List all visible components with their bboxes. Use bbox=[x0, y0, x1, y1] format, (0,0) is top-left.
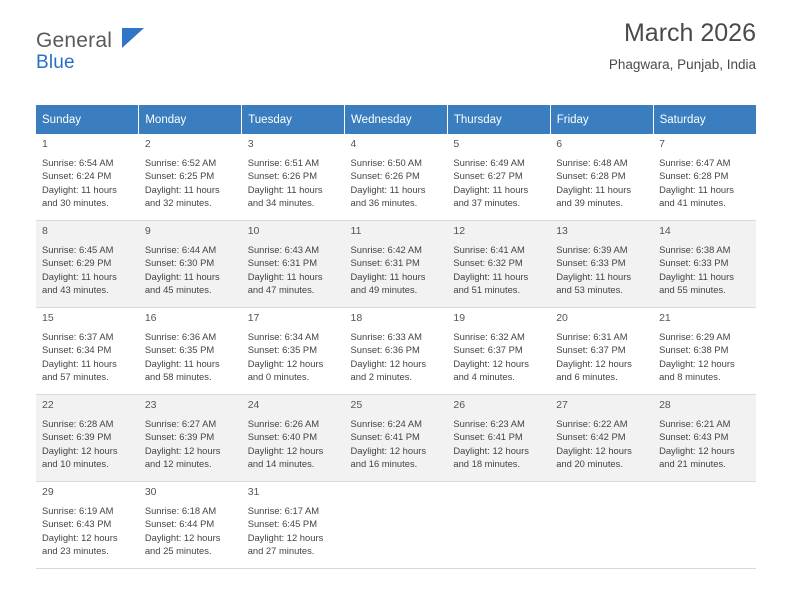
day-sun-info bbox=[42, 417, 133, 470]
daylight-text-line2: and 14 minutes. bbox=[247, 457, 315, 469]
sunset-text: Sunset: 6:43 PM bbox=[42, 518, 112, 530]
daylight-text-line2: and 8 minutes. bbox=[659, 370, 721, 382]
calendar-body bbox=[36, 134, 756, 569]
day-sun-info bbox=[145, 417, 236, 470]
day-number: 15 bbox=[42, 312, 54, 324]
calendar-day-cell[interactable] bbox=[653, 308, 756, 395]
sunset-text: Sunset: 6:35 PM bbox=[144, 344, 215, 356]
sunrise-text: Sunrise: 6:39 AM bbox=[556, 243, 628, 255]
sunrise-text: Sunrise: 6:50 AM bbox=[350, 156, 422, 168]
sunset-text: Sunset: 6:34 PM bbox=[42, 344, 112, 356]
sunrise-text: Sunrise: 6:48 AM bbox=[556, 156, 628, 168]
weekday-header-sunday: Sunday bbox=[36, 105, 139, 134]
calendar-day-cell[interactable] bbox=[242, 134, 345, 221]
daylight-text-line1: Daylight: 11 hours bbox=[42, 270, 117, 282]
daylight-text-line2: and 27 minutes. bbox=[247, 544, 315, 556]
day-sun-info bbox=[556, 243, 647, 296]
daylight-text-line2: and 25 minutes. bbox=[144, 544, 212, 556]
day-number: 23 bbox=[144, 399, 157, 411]
sunset-text: Sunset: 6:26 PM bbox=[350, 170, 420, 182]
day-sun-info bbox=[42, 156, 133, 209]
sunrise-text: Sunrise: 6:41 AM bbox=[453, 243, 525, 255]
calendar-week-row bbox=[36, 308, 756, 395]
sunset-text: Sunset: 6:36 PM bbox=[350, 344, 420, 356]
calendar-day-cell[interactable] bbox=[242, 395, 345, 482]
daylight-text-line1: Daylight: 12 hours bbox=[350, 444, 427, 456]
weekday-header-wednesday: Wednesday bbox=[345, 105, 448, 134]
day-sun-info bbox=[145, 504, 236, 557]
calendar-week-row bbox=[36, 482, 756, 569]
day-number: 27 bbox=[556, 399, 568, 411]
day-sun-info bbox=[42, 504, 133, 557]
day-number: 3 bbox=[247, 138, 254, 150]
daylight-text-line2: and 20 minutes. bbox=[556, 457, 623, 469]
day-sun-info bbox=[248, 417, 339, 470]
sunset-text: Sunset: 6:35 PM bbox=[247, 344, 317, 356]
daylight-text-line1: Daylight: 11 hours bbox=[144, 357, 220, 369]
day-number: 25 bbox=[350, 399, 363, 411]
daylight-text-line1: Daylight: 11 hours bbox=[659, 270, 734, 282]
sunrise-text: Sunrise: 6:42 AM bbox=[350, 243, 422, 255]
sunrise-text: Sunrise: 6:51 AM bbox=[247, 156, 320, 168]
sunrise-text: Sunrise: 6:52 AM bbox=[144, 156, 217, 168]
daylight-text-line2: and 0 minutes. bbox=[247, 370, 310, 382]
calendar-week-row bbox=[36, 395, 756, 482]
sunset-text: Sunset: 6:33 PM bbox=[556, 257, 626, 269]
daylight-text-line2: and 39 minutes. bbox=[556, 196, 623, 208]
calendar-day-cell[interactable] bbox=[345, 395, 448, 482]
calendar-day-cell[interactable] bbox=[139, 308, 242, 395]
sunset-text: Sunset: 6:37 PM bbox=[453, 344, 523, 356]
calendar-day-cell[interactable] bbox=[345, 134, 448, 221]
daylight-text-line1: Daylight: 12 hours bbox=[453, 357, 529, 369]
day-number: 6 bbox=[556, 138, 563, 150]
daylight-text-line2: and 12 minutes. bbox=[144, 457, 212, 469]
day-number: 10 bbox=[247, 225, 260, 237]
sunset-text: Sunset: 6:41 PM bbox=[453, 431, 523, 443]
sunrise-text: Sunrise: 6:45 AM bbox=[42, 243, 114, 255]
day-sun-info bbox=[453, 156, 544, 209]
sunset-text: Sunset: 6:26 PM bbox=[247, 170, 317, 182]
daylight-text-line2: and 30 minutes. bbox=[42, 196, 109, 208]
day-sun-info bbox=[248, 243, 339, 296]
daylight-text-line2: and 55 minutes. bbox=[659, 283, 726, 295]
sunset-text: Sunset: 6:29 PM bbox=[42, 257, 112, 269]
day-number: 30 bbox=[144, 486, 157, 498]
daylight-text-line1: Daylight: 12 hours bbox=[556, 444, 632, 456]
calendar-day-cell[interactable] bbox=[139, 221, 242, 308]
day-sun-info bbox=[659, 417, 750, 470]
sunrise-text: Sunrise: 6:26 AM bbox=[247, 417, 320, 429]
day-number: 24 bbox=[247, 399, 260, 411]
logo-text-blue: Blue bbox=[36, 52, 75, 73]
daylight-text-line2: and 18 minutes. bbox=[453, 457, 521, 469]
daylight-text-line1: Daylight: 11 hours bbox=[453, 183, 529, 195]
day-number: 28 bbox=[659, 399, 671, 411]
sunrise-text: Sunrise: 6:44 AM bbox=[144, 243, 217, 255]
calendar-cell-empty bbox=[653, 482, 756, 569]
sunrise-text: Sunrise: 6:36 AM bbox=[144, 330, 217, 342]
daylight-text-line1: Daylight: 12 hours bbox=[42, 531, 118, 543]
title-block bbox=[609, 20, 756, 72]
daylight-text-line1: Daylight: 12 hours bbox=[247, 444, 324, 456]
sunrise-text: Sunrise: 6:22 AM bbox=[556, 417, 628, 429]
day-number: 17 bbox=[247, 312, 260, 324]
daylight-text-line1: Daylight: 11 hours bbox=[247, 183, 323, 195]
calendar-day-cell[interactable] bbox=[550, 395, 653, 482]
calendar-table bbox=[36, 105, 756, 569]
sunset-text: Sunset: 6:41 PM bbox=[350, 431, 420, 443]
daylight-text-line2: and 37 minutes. bbox=[453, 196, 521, 208]
daylight-text-line2: and 47 minutes. bbox=[247, 283, 315, 295]
sunrise-text: Sunrise: 6:18 AM bbox=[144, 504, 217, 516]
sunset-text: Sunset: 6:37 PM bbox=[556, 344, 626, 356]
sunset-text: Sunset: 6:27 PM bbox=[453, 170, 523, 182]
daylight-text-line2: and 23 minutes. bbox=[42, 544, 109, 556]
sunrise-text: Sunrise: 6:32 AM bbox=[453, 330, 525, 342]
day-sun-info bbox=[659, 243, 750, 296]
weekday-header-monday: Monday bbox=[139, 105, 242, 134]
daylight-text-line1: Daylight: 11 hours bbox=[144, 183, 220, 195]
day-number: 7 bbox=[659, 138, 665, 150]
day-sun-info bbox=[351, 330, 442, 383]
daylight-text-line1: Daylight: 11 hours bbox=[42, 183, 117, 195]
sunset-text: Sunset: 6:42 PM bbox=[556, 431, 626, 443]
daylight-text-line2: and 57 minutes. bbox=[42, 370, 109, 382]
sunrise-text: Sunrise: 6:28 AM bbox=[42, 417, 114, 429]
calendar-day-cell[interactable] bbox=[139, 395, 242, 482]
daylight-text-line1: Daylight: 11 hours bbox=[144, 270, 220, 282]
day-number: 12 bbox=[453, 225, 466, 237]
day-sun-info bbox=[248, 156, 339, 209]
sunset-text: Sunset: 6:24 PM bbox=[42, 170, 112, 182]
sunset-text: Sunset: 6:32 PM bbox=[453, 257, 523, 269]
day-number: 29 bbox=[42, 486, 54, 498]
sunrise-text: Sunrise: 6:49 AM bbox=[453, 156, 525, 168]
daylight-text-line1: Daylight: 12 hours bbox=[453, 444, 529, 456]
daylight-text-line1: Daylight: 12 hours bbox=[659, 357, 735, 369]
day-number: 11 bbox=[350, 225, 362, 237]
day-sun-info bbox=[453, 417, 544, 470]
daylight-text-line2: and 51 minutes. bbox=[453, 283, 521, 295]
daylight-text-line1: Daylight: 11 hours bbox=[556, 270, 632, 282]
sunset-text: Sunset: 6:31 PM bbox=[350, 257, 420, 269]
day-sun-info bbox=[42, 330, 133, 383]
day-number: 1 bbox=[42, 138, 48, 150]
page-title: March 2026 bbox=[623, 19, 756, 47]
calendar-day-cell[interactable] bbox=[36, 221, 139, 308]
calendar-day-cell[interactable] bbox=[345, 308, 448, 395]
day-number: 13 bbox=[556, 225, 568, 237]
calendar-day-cell[interactable] bbox=[345, 221, 448, 308]
sunset-text: Sunset: 6:28 PM bbox=[659, 170, 729, 182]
page-header bbox=[36, 0, 756, 72]
generalblue-logo bbox=[36, 30, 112, 72]
calendar-day-cell[interactable] bbox=[447, 308, 550, 395]
sunset-text: Sunset: 6:33 PM bbox=[659, 257, 729, 269]
daylight-text-line2: and 41 minutes. bbox=[659, 196, 726, 208]
sunrise-text: Sunrise: 6:38 AM bbox=[659, 243, 731, 255]
calendar-cell-empty bbox=[550, 482, 653, 569]
day-number: 19 bbox=[453, 312, 466, 324]
day-sun-info bbox=[248, 504, 339, 557]
daylight-text-line2: and 43 minutes. bbox=[42, 283, 109, 295]
daylight-text-line2: and 49 minutes. bbox=[350, 283, 418, 295]
sunset-text: Sunset: 6:28 PM bbox=[556, 170, 626, 182]
day-number: 5 bbox=[453, 138, 460, 150]
sunrise-text: Sunrise: 6:54 AM bbox=[42, 156, 114, 168]
daylight-text-line2: and 10 minutes. bbox=[42, 457, 109, 469]
daylight-text-line2: and 53 minutes. bbox=[556, 283, 623, 295]
day-number: 22 bbox=[42, 399, 54, 411]
day-sun-info bbox=[42, 243, 133, 296]
calendar-cell-empty bbox=[447, 482, 550, 569]
logo-triangle-icon bbox=[122, 28, 144, 48]
day-sun-info bbox=[556, 156, 647, 209]
sunset-text: Sunset: 6:45 PM bbox=[247, 518, 317, 530]
calendar-day-cell[interactable] bbox=[36, 308, 139, 395]
weekday-header-saturday: Saturday bbox=[653, 105, 756, 134]
daylight-text-line2: and 2 minutes. bbox=[350, 370, 413, 382]
day-number: 20 bbox=[556, 312, 568, 324]
sunset-text: Sunset: 6:44 PM bbox=[144, 518, 215, 530]
day-number: 31 bbox=[247, 486, 260, 498]
sunrise-text: Sunrise: 6:24 AM bbox=[350, 417, 422, 429]
calendar-day-cell[interactable] bbox=[36, 395, 139, 482]
sunrise-text: Sunrise: 6:43 AM bbox=[247, 243, 320, 255]
calendar-day-cell[interactable] bbox=[550, 308, 653, 395]
calendar-day-cell[interactable] bbox=[653, 221, 756, 308]
weekday-header-thursday: Thursday bbox=[447, 105, 550, 134]
calendar-day-cell[interactable] bbox=[447, 221, 550, 308]
sunset-text: Sunset: 6:40 PM bbox=[247, 431, 317, 443]
daylight-text-line1: Daylight: 12 hours bbox=[144, 444, 221, 456]
sunset-text: Sunset: 6:25 PM bbox=[144, 170, 215, 182]
calendar-day-cell[interactable] bbox=[653, 134, 756, 221]
sunrise-text: Sunrise: 6:23 AM bbox=[453, 417, 525, 429]
sunset-text: Sunset: 6:30 PM bbox=[144, 257, 215, 269]
weekday-header-tuesday: Tuesday bbox=[242, 105, 345, 134]
daylight-text-line1: Daylight: 11 hours bbox=[659, 183, 734, 195]
sunrise-text: Sunrise: 6:29 AM bbox=[659, 330, 731, 342]
calendar-day-cell[interactable] bbox=[447, 134, 550, 221]
calendar-week-row bbox=[36, 221, 756, 308]
daylight-text-line2: and 16 minutes. bbox=[350, 457, 418, 469]
calendar-day-cell[interactable] bbox=[242, 482, 345, 569]
sunset-text: Sunset: 6:43 PM bbox=[659, 431, 729, 443]
sunset-text: Sunset: 6:38 PM bbox=[659, 344, 729, 356]
daylight-text-line1: Daylight: 11 hours bbox=[556, 183, 632, 195]
weekday-header-row bbox=[36, 105, 756, 134]
sunrise-text: Sunrise: 6:33 AM bbox=[350, 330, 422, 342]
page-subtitle-location: Phagwara, Punjab, India bbox=[608, 56, 756, 72]
sunrise-text: Sunrise: 6:19 AM bbox=[42, 504, 114, 516]
daylight-text-line1: Daylight: 11 hours bbox=[350, 183, 426, 195]
calendar-day-cell[interactable] bbox=[550, 134, 653, 221]
day-sun-info bbox=[145, 156, 236, 209]
sunrise-text: Sunrise: 6:17 AM bbox=[247, 504, 320, 516]
daylight-text-line2: and 21 minutes. bbox=[659, 457, 726, 469]
daylight-text-line1: Daylight: 12 hours bbox=[42, 444, 118, 456]
daylight-text-line1: Daylight: 11 hours bbox=[247, 270, 323, 282]
day-sun-info bbox=[145, 243, 236, 296]
daylight-text-line2: and 58 minutes. bbox=[144, 370, 212, 382]
day-number: 8 bbox=[42, 225, 48, 237]
sunrise-text: Sunrise: 6:31 AM bbox=[556, 330, 628, 342]
sunset-text: Sunset: 6:39 PM bbox=[42, 431, 112, 443]
calendar-day-cell[interactable] bbox=[139, 134, 242, 221]
calendar-day-cell[interactable] bbox=[242, 308, 345, 395]
logo-text-general: General bbox=[36, 29, 113, 52]
day-number: 26 bbox=[453, 399, 466, 411]
day-sun-info bbox=[556, 417, 647, 470]
calendar-day-cell[interactable] bbox=[447, 395, 550, 482]
day-sun-info bbox=[659, 156, 750, 209]
daylight-text-line2: and 34 minutes. bbox=[247, 196, 315, 208]
calendar-day-cell[interactable] bbox=[550, 221, 653, 308]
day-number: 2 bbox=[144, 138, 151, 150]
day-sun-info bbox=[145, 330, 236, 383]
daylight-text-line1: Daylight: 12 hours bbox=[247, 357, 324, 369]
daylight-text-line1: Daylight: 12 hours bbox=[659, 444, 735, 456]
day-number: 4 bbox=[350, 138, 357, 150]
daylight-text-line2: and 6 minutes. bbox=[556, 370, 618, 382]
day-number: 21 bbox=[659, 312, 671, 324]
sunrise-text: Sunrise: 6:47 AM bbox=[659, 156, 731, 168]
daylight-text-line1: Daylight: 11 hours bbox=[42, 357, 117, 369]
day-sun-info bbox=[659, 330, 750, 383]
sunrise-text: Sunrise: 6:34 AM bbox=[247, 330, 320, 342]
daylight-text-line2: and 36 minutes. bbox=[350, 196, 418, 208]
calendar-day-cell[interactable] bbox=[139, 482, 242, 569]
day-sun-info bbox=[351, 243, 442, 296]
day-sun-info bbox=[351, 417, 442, 470]
calendar-day-cell[interactable] bbox=[36, 482, 139, 569]
daylight-text-line1: Daylight: 12 hours bbox=[350, 357, 427, 369]
sunrise-text: Sunrise: 6:21 AM bbox=[659, 417, 731, 429]
calendar-day-cell[interactable] bbox=[36, 134, 139, 221]
day-number: 9 bbox=[144, 225, 151, 237]
weekday-header-friday: Friday bbox=[550, 105, 653, 134]
calendar-week-row bbox=[36, 134, 756, 221]
day-sun-info bbox=[453, 330, 544, 383]
calendar-cell-empty bbox=[345, 482, 448, 569]
day-number: 18 bbox=[350, 312, 363, 324]
daylight-text-line1: Daylight: 12 hours bbox=[556, 357, 632, 369]
daylight-text-line1: Daylight: 12 hours bbox=[247, 531, 324, 543]
sunrise-text: Sunrise: 6:27 AM bbox=[144, 417, 217, 429]
sunset-text: Sunset: 6:31 PM bbox=[247, 257, 317, 269]
daylight-text-line1: Daylight: 11 hours bbox=[453, 270, 529, 282]
sunset-text: Sunset: 6:39 PM bbox=[144, 431, 215, 443]
daylight-text-line1: Daylight: 11 hours bbox=[350, 270, 426, 282]
daylight-text-line1: Daylight: 12 hours bbox=[144, 531, 221, 543]
day-number: 14 bbox=[659, 225, 671, 237]
day-number: 16 bbox=[144, 312, 157, 324]
daylight-text-line2: and 45 minutes. bbox=[144, 283, 212, 295]
daylight-text-line2: and 4 minutes. bbox=[453, 370, 515, 382]
day-sun-info bbox=[453, 243, 544, 296]
calendar-day-cell[interactable] bbox=[242, 221, 345, 308]
sunrise-text: Sunrise: 6:37 AM bbox=[42, 330, 114, 342]
day-sun-info bbox=[556, 330, 647, 383]
day-sun-info bbox=[351, 156, 442, 209]
daylight-text-line2: and 32 minutes. bbox=[144, 196, 212, 208]
day-sun-info bbox=[248, 330, 339, 383]
calendar-day-cell[interactable] bbox=[653, 395, 756, 482]
